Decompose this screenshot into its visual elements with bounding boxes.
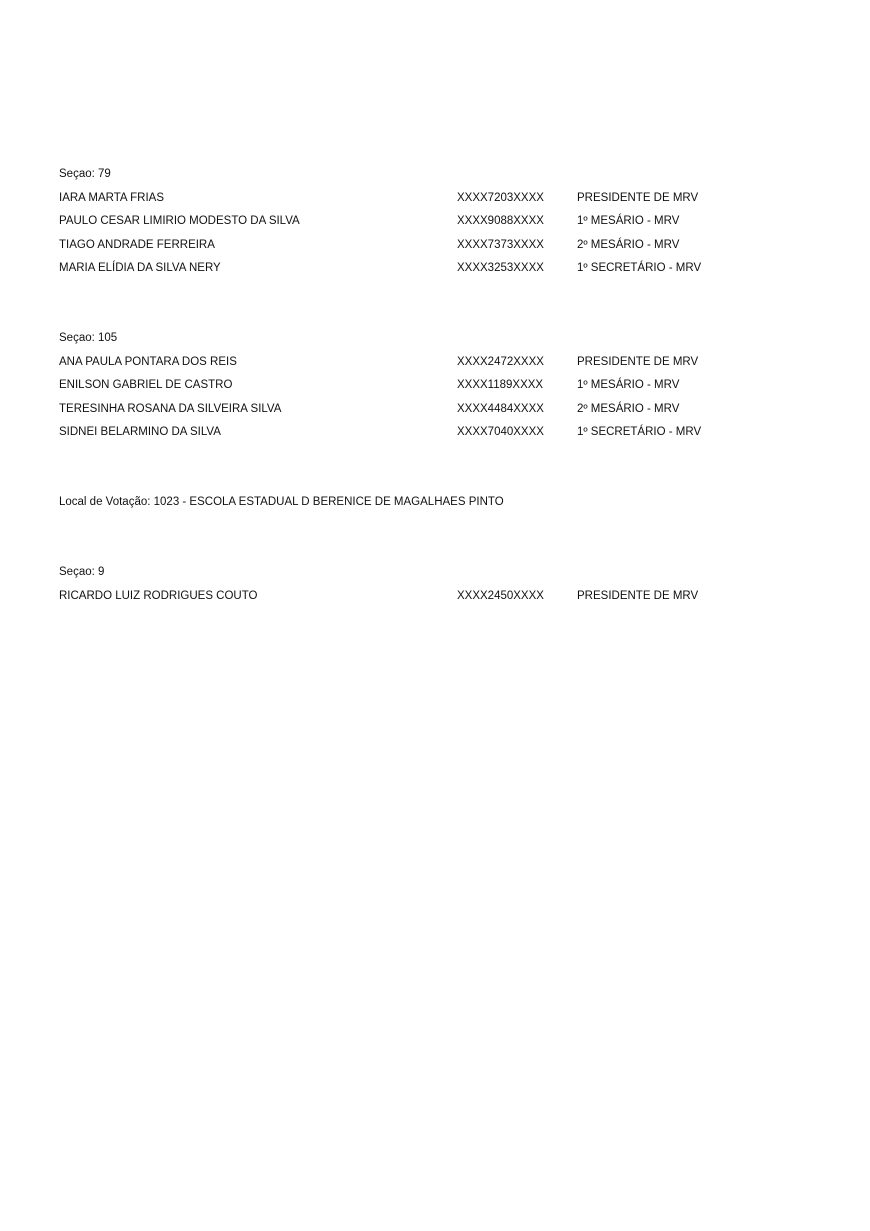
member-name: RICARDO LUIZ RODRIGUES COUTO [59, 589, 258, 602]
member-role: 2º MESÁRIO - MRV [577, 402, 680, 415]
section-9 [59, 564, 819, 611]
table-row [59, 213, 819, 237]
table-row [59, 377, 819, 401]
table-row [59, 260, 819, 284]
member-name: TERESINHA ROSANA DA SILVEIRA SILVA [59, 402, 282, 415]
section-79 [59, 166, 819, 284]
member-role: 1º MESÁRIO - MRV [577, 379, 680, 391]
table-row [59, 237, 819, 261]
member-code: XXXX1189XXXX [457, 379, 544, 391]
member-role: PRESIDENTE DE MRV [577, 589, 699, 602]
section-105 [59, 330, 819, 448]
section-label: Seçao: 79 [59, 168, 111, 180]
voting-location-label: Local de Votação: 1023 - ESCOLA ESTADUAL D BERENICE DE MAGALHAES PINTO [59, 496, 504, 508]
member-code: XXXX4484XXXX [457, 402, 544, 415]
member-name: SIDNEI BELARMINO DA SILVA [59, 426, 221, 438]
section-label: Seçao: 9 [59, 566, 105, 578]
member-name: ENILSON GABRIEL DE CASTRO [59, 379, 233, 391]
member-role: PRESIDENTE DE MRV [577, 355, 699, 368]
member-name: TIAGO ANDRADE FERREIRA [59, 238, 215, 251]
member-code: XXXX7040XXXX [457, 426, 544, 438]
member-name: PAULO CESAR LIMIRIO MODESTO DA SILVA [59, 215, 300, 227]
member-name: ANA PAULA PONTARA DOS REIS [59, 355, 237, 368]
member-role: 1º MESÁRIO - MRV [577, 215, 680, 227]
table-row [59, 401, 819, 425]
member-role: PRESIDENTE DE MRV [577, 191, 699, 204]
member-code: XXXX7373XXXX [457, 238, 544, 251]
voting-location [59, 494, 819, 518]
member-name: IARA MARTA FRIAS [59, 191, 165, 204]
table-row [59, 424, 819, 448]
table-row [59, 588, 819, 612]
member-name: MARIA ELÍDIA DA SILVA NERY [59, 262, 221, 274]
member-code: XXXX3253XXXX [457, 262, 544, 274]
section-label: Seçao: 105 [59, 332, 118, 344]
table-row [59, 190, 819, 214]
member-role: 2º MESÁRIO - MRV [577, 238, 680, 251]
member-role: 1º SECRETÁRIO - MRV [577, 262, 702, 274]
member-role: 1º SECRETÁRIO - MRV [577, 426, 702, 438]
member-code: XXXX7203XXXX [457, 191, 544, 204]
table-row [59, 354, 819, 378]
member-code: XXXX9088XXXX [457, 215, 544, 227]
member-code: XXXX2450XXXX [457, 589, 544, 602]
member-code: XXXX2472XXXX [457, 355, 544, 368]
